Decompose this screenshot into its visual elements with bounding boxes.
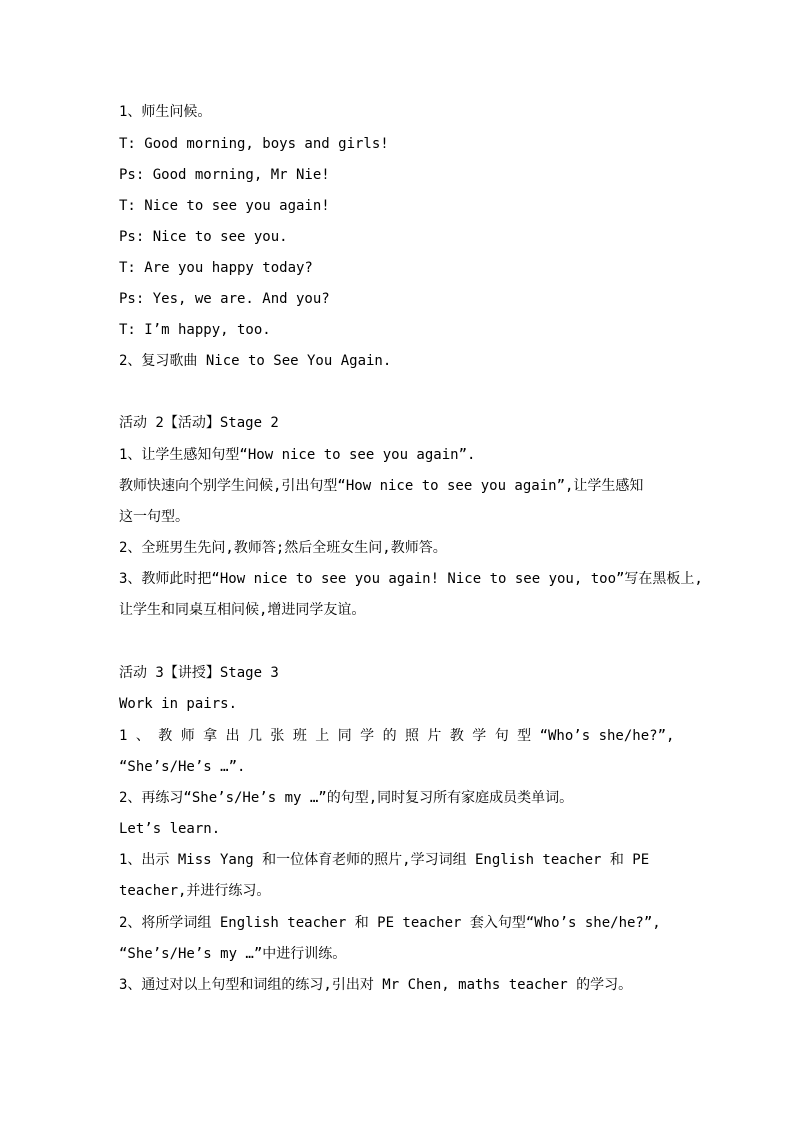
activity2-line: 让学生和同桌互相问候,增进同学友谊。 <box>119 602 366 618</box>
activity3-line: 2、再练习“She’s/He’s my …”的句型,同时复习所有家庭成员类单词。 <box>119 790 574 806</box>
activity2-line: 教师快速向个别学生问候,引出句型“How nice to see you again”,让学生感知 <box>119 478 644 494</box>
activity3-title: 活动 3【讲授】Stage 3 <box>119 665 279 681</box>
activity3-line: 2、将所学词组 English teacher 和 PE teacher 套入句型“Who’s she/he?”, <box>119 915 661 931</box>
activity2-line: 2、全班男生先问,教师答;然后全班女生问,教师答。 <box>119 540 447 556</box>
activity3-line: 3、通过对以上句型和词组的练习,引出对 Mr Chen, maths teacher 的学习。 <box>119 977 633 993</box>
dialogue-line: T: Good morning, boys and girls! <box>119 136 389 152</box>
activity3-line: teacher,并进行练习。 <box>119 883 271 899</box>
activity2-line: 1、让学生感知句型“How nice to see you again”. <box>119 447 476 463</box>
activity2-title: 活动 2【活动】Stage 2 <box>119 415 279 431</box>
dialogue-line: Ps: Yes, we are. And you? <box>119 291 330 307</box>
section1-item-2: 2、复习歌曲 Nice to See You Again. <box>119 353 392 369</box>
activity3-line: Let’s learn. <box>119 821 221 837</box>
dialogue-line: T: Are you happy today? <box>119 260 313 276</box>
dialogue-line: T: Nice to see you again! <box>119 198 330 214</box>
activity3-line: “She’s/He’s …”. <box>119 759 246 775</box>
dialogue-line: Ps: Nice to see you. <box>119 229 288 245</box>
dialogue-line: T: I’m happy, too. <box>119 322 271 338</box>
dialogue-line: Ps: Good morning, Mr Nie! <box>119 167 330 183</box>
activity3-line: “She’s/He’s my …”中进行训练。 <box>119 946 347 962</box>
activity2-line: 这一句型。 <box>119 509 189 525</box>
activity2-line: 3、教师此时把“How nice to see you again! Nice to see you, too”写在黑板上, <box>119 571 703 587</box>
activity3-line: 1 、 教 师 拿 出 几 张 班 上 同 学 的 照 片 教 学 句 型 “Who’s she/he?”, <box>119 728 675 744</box>
activity3-line: Work in pairs. <box>119 696 238 712</box>
activity3-line: 1、出示 Miss Yang 和一位体育老师的照片,学习词组 English teacher 和 PE <box>119 852 650 868</box>
section1-heading: 1、师生问候。 <box>119 104 212 120</box>
